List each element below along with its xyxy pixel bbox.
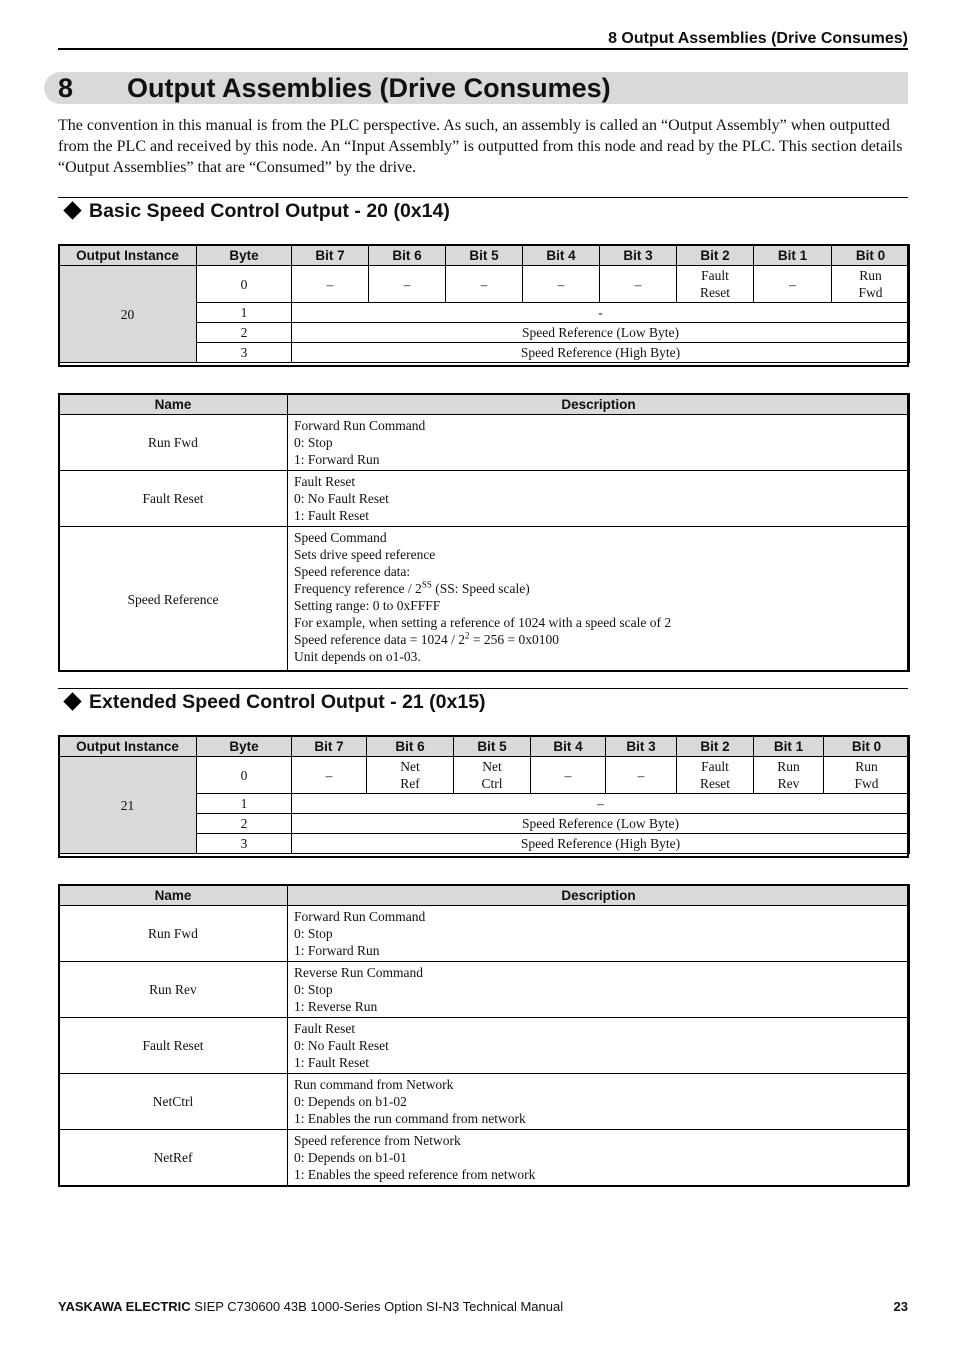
bit-cell xyxy=(454,757,531,794)
bit-cell: – xyxy=(600,266,677,303)
description-line xyxy=(294,631,903,648)
description-line: For example, when setting a reference of 1024 with a speed scale of 2 xyxy=(294,615,672,630)
bit-label: Rev xyxy=(777,776,800,791)
intro-paragraph: The convention in this manual is from the PLC perspective. As such, an assembly is called an “Output Assembly” when outputted from the PLC and received by this node. An “Input Assembly” is outputted from this node and read by the PLC. This section details “Output Assemblies” that are “Consumed” by the drive. xyxy=(58,117,903,176)
section-heading-extended xyxy=(62,691,486,714)
bit-label: Ref xyxy=(400,776,420,791)
col-header: Bit 2 xyxy=(677,736,754,757)
description-cell xyxy=(288,527,910,672)
footer-brand: YASKAWA ELECTRIC xyxy=(58,1299,191,1314)
footer-doc-title: SIEP C730600 43B 1000-Series Option SI-N3 Technical Manual xyxy=(194,1299,564,1314)
diamond-bullet-icon xyxy=(63,693,81,711)
byte-cell: 2 xyxy=(197,814,292,834)
bit-label: Reset xyxy=(700,776,730,791)
byte-cell: 2 xyxy=(197,323,292,343)
bit-cell: – xyxy=(369,266,446,303)
byte-cell: 0 xyxy=(197,266,292,303)
description-line: 1: Forward Run xyxy=(294,452,380,467)
col-header: Description xyxy=(288,394,910,415)
bit-label: Run xyxy=(855,759,878,774)
section-heading-text: Extended Speed Control Output - 21 (0x15) xyxy=(89,691,486,713)
col-header: Bit 6 xyxy=(367,736,454,757)
description-line: 1: Enables the speed reference from network xyxy=(294,1167,536,1182)
span-cell: – xyxy=(292,794,910,814)
col-header: Bit 4 xyxy=(531,736,606,757)
description-cell xyxy=(288,906,910,962)
section-rule xyxy=(58,688,908,689)
byte-cell: 3 xyxy=(197,834,292,854)
span-cell: Speed Reference (Low Byte) xyxy=(292,814,910,834)
col-header: Bit 2 xyxy=(677,245,754,266)
description-line xyxy=(294,580,903,597)
col-header: Bit 1 xyxy=(754,736,824,757)
description-line: 1: Fault Reset xyxy=(294,1055,369,1070)
col-header: Bit 0 xyxy=(832,245,910,266)
description-cell xyxy=(288,471,910,527)
name-cell: Fault Reset xyxy=(59,471,288,527)
description-line: Unit depends on o1-03. xyxy=(294,649,421,664)
chapter-heading xyxy=(44,72,908,104)
bit-cell: – xyxy=(292,757,367,794)
description-line: 0: Stop xyxy=(294,926,333,941)
col-header: Bit 0 xyxy=(824,736,910,757)
description-line: 0: Depends on b1-01 xyxy=(294,1150,407,1165)
section-heading-basic xyxy=(62,200,450,223)
name-cell: Run Rev xyxy=(59,962,288,1018)
bit-label: Net xyxy=(482,759,502,774)
description-line: Speed reference data: xyxy=(294,564,411,579)
description-line: 0: No Fault Reset xyxy=(294,491,389,506)
description-cell xyxy=(288,962,910,1018)
bit-label: Fwd xyxy=(854,776,879,791)
byte-cell: 1 xyxy=(197,303,292,323)
description-line: 0: Depends on b1-02 xyxy=(294,1094,407,1109)
bit-cell: – xyxy=(531,757,606,794)
col-header: Bit 3 xyxy=(606,736,677,757)
instance-cell: 20 xyxy=(59,266,197,363)
bit-cell: – xyxy=(446,266,523,303)
col-header: Bit 4 xyxy=(523,245,600,266)
bit-cell: – xyxy=(523,266,600,303)
col-header: Bit 7 xyxy=(292,245,369,266)
col-header: Bit 5 xyxy=(446,245,523,266)
col-header: Output Instance xyxy=(59,245,197,266)
description-cell xyxy=(288,415,910,471)
bit-label: Run xyxy=(859,268,882,283)
description-line: 0: No Fault Reset xyxy=(294,1038,389,1053)
name-cell: Speed Reference xyxy=(59,527,288,672)
byte-cell: 3 xyxy=(197,343,292,363)
description-line: Speed reference from Network xyxy=(294,1133,461,1148)
description-line: 1: Enables the run command from network xyxy=(294,1111,526,1126)
bit-cell xyxy=(677,266,754,303)
description-line: 0: Stop xyxy=(294,435,333,450)
bit-cell xyxy=(824,757,910,794)
bit-cell xyxy=(367,757,454,794)
name-cell: NetRef xyxy=(59,1130,288,1186)
description-cell xyxy=(288,1018,910,1074)
col-header: Byte xyxy=(197,736,292,757)
col-header: Bit 5 xyxy=(454,736,531,757)
description-line: 0: Stop xyxy=(294,982,333,997)
byte-cell: 0 xyxy=(197,757,292,794)
span-cell: Speed Reference (Low Byte) xyxy=(292,323,910,343)
bit-cell: – xyxy=(292,266,369,303)
superscript: 2 xyxy=(465,630,470,641)
bit-cell xyxy=(754,757,824,794)
section-rule xyxy=(58,197,908,198)
instance-cell: 21 xyxy=(59,757,197,854)
name-cell: Run Fwd xyxy=(59,906,288,962)
span-cell: Speed Reference (High Byte) xyxy=(292,834,910,854)
description-line: Fault Reset xyxy=(294,474,356,489)
description-cell xyxy=(288,1074,910,1130)
text: Speed reference data = 1024 / 2 xyxy=(294,632,466,647)
name-cell: Fault Reset xyxy=(59,1018,288,1074)
desc-table-basic xyxy=(58,393,910,672)
bit-cell: – xyxy=(754,266,832,303)
name-cell: NetCtrl xyxy=(59,1074,288,1130)
col-header: Name xyxy=(59,885,288,906)
text: = 256 = 0x0100 xyxy=(469,632,560,647)
bit-cell: – xyxy=(606,757,677,794)
description-line: Forward Run Command xyxy=(294,909,426,924)
description-cell xyxy=(288,1130,910,1186)
desc-table-extended xyxy=(58,884,910,1186)
col-header: Output Instance xyxy=(59,736,197,757)
col-header: Description xyxy=(288,885,910,906)
col-header: Bit 6 xyxy=(369,245,446,266)
byte-cell: 1 xyxy=(197,794,292,814)
text: (SS: Speed scale) xyxy=(431,581,530,596)
bit-label: Net xyxy=(400,759,420,774)
page-number: 23 xyxy=(893,1299,908,1314)
bit-label: Ctrl xyxy=(481,776,503,791)
bit-label: Reset xyxy=(700,285,730,300)
description-line: Setting range: 0 to 0xFFFF xyxy=(294,598,441,613)
text: Frequency reference / 2 xyxy=(294,581,422,596)
col-header: Bit 7 xyxy=(292,736,367,757)
description-line: Run command from Network xyxy=(294,1077,454,1092)
span-cell: - xyxy=(292,303,910,323)
description-line: 1: Fault Reset xyxy=(294,508,369,523)
description-line: Forward Run Command xyxy=(294,418,426,433)
bit-table-extended xyxy=(58,735,910,854)
description-line: 1: Forward Run xyxy=(294,943,380,958)
diamond-bullet-icon xyxy=(63,202,81,220)
bit-label: Run xyxy=(777,759,800,774)
chapter-number: 8 xyxy=(58,73,74,103)
col-header: Bit 1 xyxy=(754,245,832,266)
bit-label: Fault xyxy=(701,268,729,283)
description-line: Reverse Run Command xyxy=(294,965,423,980)
name-cell: Run Fwd xyxy=(59,415,288,471)
description-line: Fault Reset xyxy=(294,1021,356,1036)
section-heading-text: Basic Speed Control Output - 20 (0x14) xyxy=(89,200,450,222)
header-rule xyxy=(58,48,908,50)
bit-label: Fault xyxy=(701,759,729,774)
chapter-title: Output Assemblies (Drive Consumes) xyxy=(127,73,611,103)
footer-document xyxy=(58,1299,563,1314)
description-line: Speed Command xyxy=(294,530,387,545)
col-header: Name xyxy=(59,394,288,415)
description-line: Sets drive speed reference xyxy=(294,547,436,562)
running-head: 8 Output Assemblies (Drive Consumes) xyxy=(608,30,908,47)
bit-cell xyxy=(677,757,754,794)
bit-table-basic xyxy=(58,244,910,363)
span-cell: Speed Reference (High Byte) xyxy=(292,343,910,363)
bit-cell xyxy=(832,266,910,303)
col-header: Byte xyxy=(197,245,292,266)
bit-label: Fwd xyxy=(858,285,883,300)
superscript: SS xyxy=(421,579,432,590)
col-header: Bit 3 xyxy=(600,245,677,266)
description-line: 1: Reverse Run xyxy=(294,999,378,1014)
